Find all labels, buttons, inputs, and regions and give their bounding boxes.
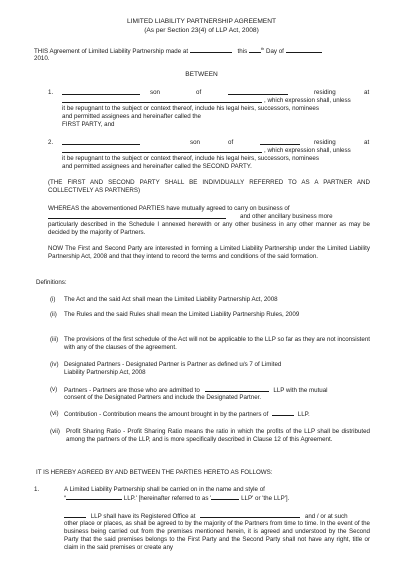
definitions-label: Definitions: [36,279,67,286]
party1-address-blank [62,97,262,103]
document-subtitle: (As per Section 23(4) of LLP Act, 2008) [144,27,259,34]
llp-name-blank [66,494,122,500]
definition-item: The Rules and the said Rules shall mean the Limited Liability Partnership Rules, 2009 [64,311,300,318]
party1-name-blank [62,89,140,95]
party1-number: 1. [48,89,54,96]
party2-name-blank [62,139,140,145]
office-address-blank [200,512,300,518]
llp-name-blank [272,410,294,416]
whereas-rest: particularly described in the Schedule I annexed herewith or any other business in any other manner as may be decided by the majority of Partners. [48,221,370,236]
day-blank [249,47,261,53]
between-heading: BETWEEN [185,71,218,78]
business-blank [48,213,226,219]
month-blank [286,47,322,53]
clause1-para2-line1: LLP shall have its Registered Office at and / or at such [64,512,348,521]
now-clause: NOW The First and Second Party are interested in forming a Limited Liability Partnership under the Limited Liability Partnership Act, 2008 and that they intend to record the terms and conditions of the said formation. [48,245,370,260]
definition-item: Profit Sharing Ratio - Profit Sharing Ratio means the ratio in which the profits of the LLP shall be distributed among the partners of the LLP, and is more specifically described in Clause 12 of this Agreement. [66,428,370,443]
intro-year: 2010. [34,55,50,62]
agreed-heading: IT IS HEREBY AGREED BY AND BETWEEN THE PARTIES HERETO AS FOLLOWS: [36,469,273,476]
document-title: LIMITED LIABILITY PARTNERSHIP AGREEMENT [126,18,276,25]
definition-item: The Act and the said Act shall mean the Limited Liability Partnership Act, 2008 [64,296,278,303]
document-page: LIMITED LIABILITY PARTNERSHIP AGREEMENT (As per Section 23(4) of LLP Act, 2008) THIS Agreement of Limited Liability Partnership made at this $^{th}$ Day of 2010. BETWEEN 1. son of residing at , which expression shall, unless it be repugnant to the subject or context thereof, include his legal heirs, successors, nominees and permitted assignees and hereinafter called the FIRST PARTY, and 2. son of residing at , which expression shall, unless it be repugnant to the subject or context thereof, include his legal heirs, successors, nominees and permitted assignees and hereinafter called the SECOND PARTY. (THE FIRST AND SECOND PARTY SHALL BE INDIVIDUALLY REFERRED TO AS A PARTNER AND COLLECTIVELY AS PARTNERS) WHEREAS the abovementioned PARTIES have mutually agreed to carry on business of and other ancillary business more particularly described in the Schedule I annexed herewith or any other business in any other manner as may be decided by the majority of Partners. NOW The First and Second Party are interested in forming a Limited Liability Partnership under the Limited Liability Partnership Act, 2008 and that they intend to record the terms and conditions of the said formation. Definitions: (i) The Act and the said Act shall mean the Limited Liability Partnership Act, 2008 (ii) The Rules and the said Rules shall mean the Limited Liability Partnership Rules, 2009 (iii) The provisions of the first schedule of the Act will not be applicable to the LLP so far as they are not inconsistent with any of the clauses of the agreement. (iv) Designated Partners - Designated Partner is Partner as defined u/s 7 of Limited Liability Partnership Act, 2008 (v) Partners - Partners are those who are admitted to LLP with the mutual consent of the Designated Partners and include the Designated Partner. (vi) Contribution - Contribution means the amount brought in by the partners of LLP. (vii) Profit Sharing Ratio - Profit Sharing Ratio means the ratio in which the profits of the LLP shall be distributed among the partners of the LLP, and is more specifically described in Clause 12 of this Agreement. IT IS HEREBY AGREED BY AND BETWEEN THE PARTIES HERETO AS FOLLOWS: 1. A Limited Liability Partnership shall be carried on in the name and style of “ LLP.' [hereinafter referred to as ' LLP' or 'the LLP']. LLP shall have its Registered Office at and / or at such other place or places, as shall be agreed to by the majority of the Partners from time to time. In the event of the business being carried out from the premises mentioned herein, it is agreed and understood by the Second Party that the said premises belongs to the First Party and the Second Party shall not have any right, title or claim in the said premises or create any [0,0,403,570]
party2-number: 2. [48,139,54,146]
party2-address-blank [62,147,262,153]
definition-item: Partners - Partners are those who are admitted to LLP with the mutual [64,387,328,394]
clause1-line1: A Limited Liability Partnership shall be carried on in the name and style of [64,486,265,493]
definition-item: Designated Partners - Designated Partner is Partner as defined u/s 7 of Limited Liability Partnership Act, 2008 [64,361,282,376]
whereas-line1: WHEREAS the abovementioned PARTIES have mutually agreed to carry on business of [48,205,290,212]
collective-clause: (THE FIRST AND SECOND PARTY SHALL BE INDIVIDUALLY REFERRED TO AS A PARTNER AND COLLECTIVELY AS PARTNERS) [48,179,370,194]
place-blank [190,47,232,53]
clause1-line2: “ LLP.' [hereinafter referred to as ' LLP' or 'the LLP']. [64,495,290,502]
clause1-number: 1. [34,486,40,493]
llp-name-blank [205,386,269,392]
intro-line: THIS Agreement of Limited Liability Partnership made at this $^{th}$ Day of [34,46,322,56]
party2-father-blank [260,139,300,145]
party1-father-blank [228,89,288,95]
llp-name-blank [64,512,86,518]
llp-name-blank [211,494,239,500]
definition-item: Contribution - Contribution means the amount brought in by the partners of LLP. [64,411,310,418]
definition-item: The provisions of the first schedule of the Act will not be applicable to the LLP so far as they are not inconsistent with any of the clauses of the agreement. [64,336,370,351]
clause1-para2-rest: other place or places, as shall be agreed to by the majority of the Partners from time to time. In the event of the business being carried out from the premises mentioned herein, it is agreed and understood by the Second Party that the said premises belongs to the First Party and the Second Party shall not have any right, title or claim in the said premises or create any [64,520,370,551]
